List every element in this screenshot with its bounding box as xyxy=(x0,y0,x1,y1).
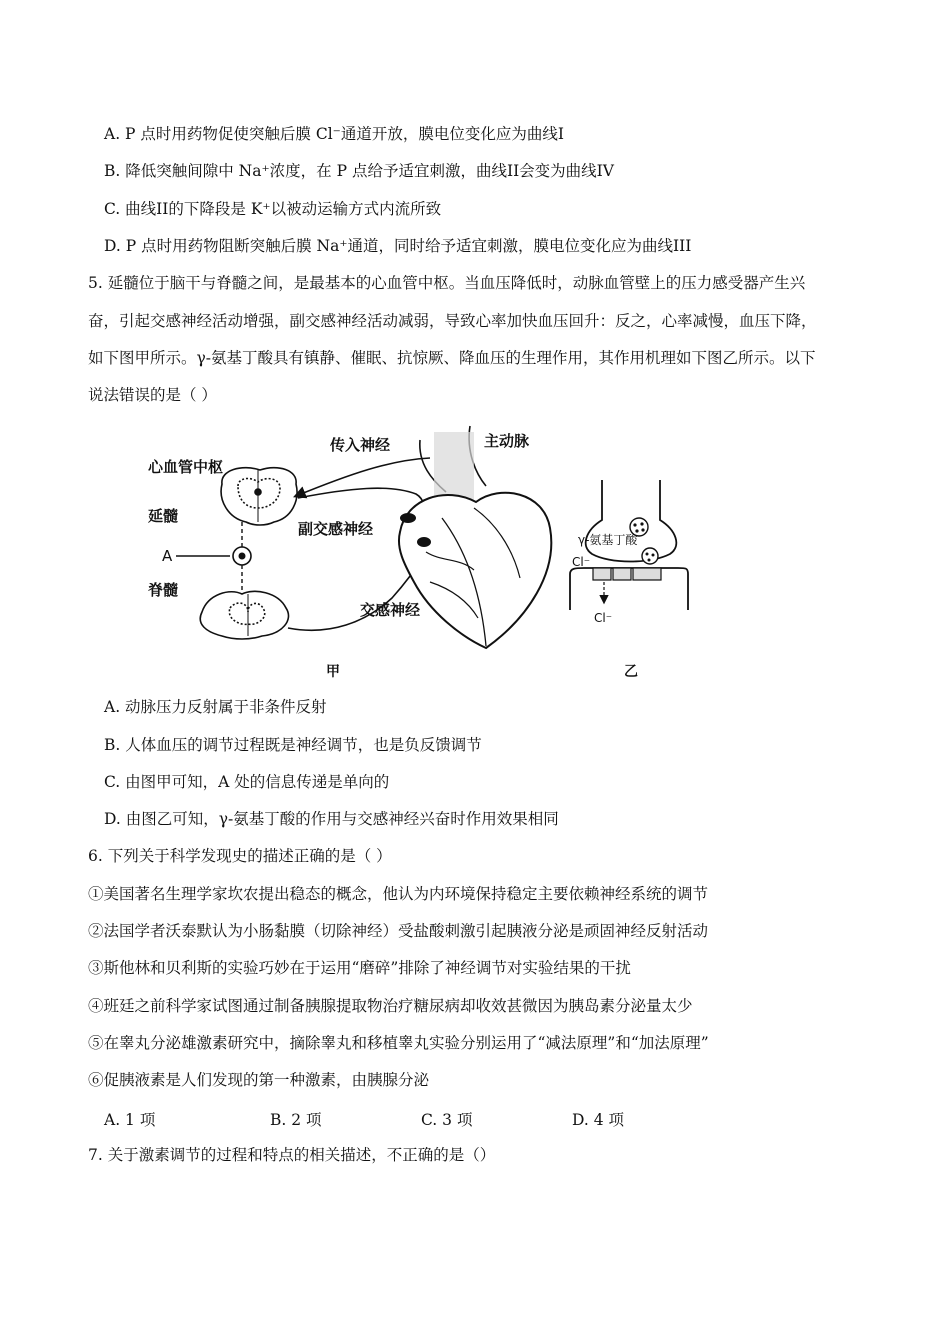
ganglion-a xyxy=(176,522,251,594)
q6-item-5: ⑤在睾丸分泌雄激素研究中，摘除睾丸和移植睾丸实验分别运用了“减法原理”和“加法原理” xyxy=(88,1034,709,1052)
caption-yi: 乙 xyxy=(624,664,638,680)
q6-option-b: B. 2 项 xyxy=(270,1111,322,1129)
q5-option-b: B. 人体血压的调节过程既是神经调节，也是负反馈调节 xyxy=(104,736,482,754)
q5-stem-line-2: 奋，引起交感神经活动增强，副交感神经活动减弱，导致心率加快血压回升：反之，心率减慢，血压下降， xyxy=(88,312,817,330)
q5-option-d: D. 由图乙可知，γ-氨基丁酸的作用与交感神经兴奋时作用效果相同 xyxy=(104,810,559,828)
q5-stem-line-1: 5. 延髓位于脑干与脊髓之间，是最基本的心血管中枢。当血压降低时，动脉血管壁上的压力感受器产生兴 xyxy=(88,274,806,292)
q5-figure xyxy=(130,422,690,684)
label-a: A xyxy=(162,547,173,565)
q6-item-3: ③斯他林和贝利斯的实验巧妙在于运用“磨碎”排除了神经调节对实验结果的干扰 xyxy=(88,959,631,977)
label-spinal-cord: 脊髓 xyxy=(148,581,179,599)
q6-options xyxy=(104,1108,804,1130)
q5-stem-line-3: 如下图甲所示。γ-氨基丁酸具有镇静、催眠、抗惊厥、降血压的生理作用，其作用机理如下图乙所示。以下 xyxy=(88,349,816,367)
label-afferent-nerve: 传入神经 xyxy=(330,436,391,454)
label-aorta: 主动脉 xyxy=(484,432,530,450)
q6-option-d: D. 4 项 xyxy=(572,1111,625,1129)
q7-stem: 7. 关于激素调节的过程和特点的相关描述，不正确的是（） xyxy=(88,1146,496,1164)
medulla-diagram xyxy=(221,468,297,525)
q4-option-c: C. 曲线II的下降段是 K⁺以被动运输方式内流所致 xyxy=(104,200,442,218)
caption-jia: 甲 xyxy=(326,664,340,680)
q4-option-a: A. P 点时用药物促使突触后膜 Cl⁻通道开放，膜电位变化应为曲线I xyxy=(104,125,564,143)
q6-item-4: ④班廷之前科学家试图通过制备胰腺提取物治疗糖尿病却收效甚微因为胰岛素分泌量太少 xyxy=(88,997,693,1015)
afferent-nerve-path xyxy=(296,458,430,496)
label-gaba: γ-氨基丁酸 xyxy=(578,533,638,547)
q6-stem: 6. 下列关于科学发现史的描述正确的是（ ） xyxy=(88,847,392,865)
q6-item-1: ①美国著名生理学家坎农提出稳态的概念，他认为内环境保持稳定主要依赖神经系统的调节 xyxy=(88,885,709,903)
q6-option-c: C. 3 项 xyxy=(421,1111,473,1129)
q5-option-a: A. 动脉压力反射属于非条件反射 xyxy=(104,698,327,716)
q6-item-6: ⑥促胰液素是人们发现的第一种激素，由胰腺分泌 xyxy=(88,1071,430,1089)
q4-option-d: D. P 点时用药物阻断突触后膜 Na⁺通道，同时给予适宜刺激，膜电位变化应为曲线III xyxy=(104,237,692,255)
q5-stem-line-4: 说法错误的是（ ） xyxy=(88,386,217,404)
q4-option-b: B. 降低突触间隙中 Na⁺浓度，在 P 点给予适宜刺激，曲线II会变为曲线IV xyxy=(104,162,615,180)
label-medulla: 延髓 xyxy=(148,507,179,525)
label-cl-outside: Cl⁻ xyxy=(572,555,591,569)
label-sympathetic: 交感神经 xyxy=(360,601,421,619)
label-cl-inside: Cl⁻ xyxy=(594,611,613,625)
spinal-cord-diagram xyxy=(200,591,288,639)
label-cardio-center: 心血管中枢 xyxy=(148,458,224,476)
q6-option-a: A. 1 项 xyxy=(104,1111,156,1129)
heart-diagram xyxy=(399,426,551,648)
label-parasympathetic: 副交感神经 xyxy=(298,520,374,538)
q5-option-c: C. 由图甲可知，A 处的信息传递是单向的 xyxy=(104,773,390,791)
q6-item-2: ②法国学者沃泰默认为小肠黏膜（切除神经）受盐酸刺激引起胰液分泌是顽固神经反射活动 xyxy=(88,922,709,940)
